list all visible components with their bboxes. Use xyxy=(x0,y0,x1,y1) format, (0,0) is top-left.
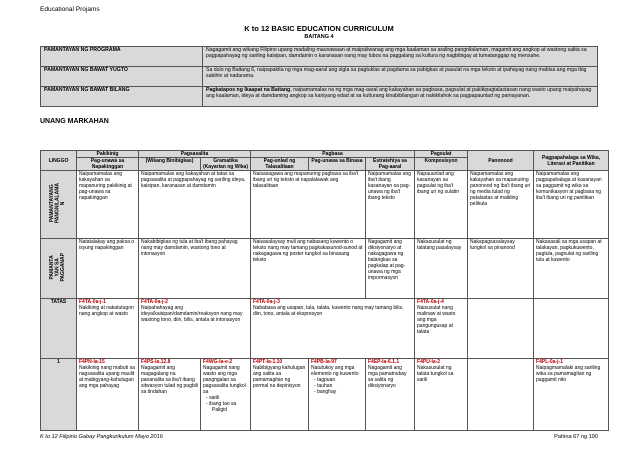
table-cell: Natatalakay ang paksa o isyung napakinggan xyxy=(77,239,139,299)
table-cell xyxy=(77,299,139,359)
competency-text: Nakasusulat ng talata tungkol sa sarili xyxy=(417,365,454,383)
competency-code: F4TA-0a-j-2 xyxy=(141,299,168,305)
competency-code: F4WG-Ia-e-2 xyxy=(203,359,233,365)
table-cell: Nakasasali sa mga usapan at talakayan, pagkukuwento, pagtula, pagsulat ng sariling tula at kuwento xyxy=(534,239,609,299)
list-item: - tauhan xyxy=(320,383,363,389)
standard-text-rest: , naipamamalas na ng mga mag-aaral ang kakayahan sa pagbasa, pagsulat at pakikipagtalastasan nang wasto upang maipahayag ang kaalaman, ideya at damdaming angkop sa kaniyang edad at sa kulturang kinabibilangan at nakikilahok sa pagpapaunlad ng pamayanan. xyxy=(206,87,592,100)
competency-code: F4TA-0a-j-1 xyxy=(79,299,106,305)
table-cell: Naipamamalas ang pagpapahalaga at kasanayan sa paggamit ng wika sa komunikasyon at pagbasa ng iba't ibang uri ng panitikan xyxy=(534,171,609,239)
table-cell: Nakasusulat ng talatang pasalaysay xyxy=(415,239,468,299)
competency-text: Naipahahayag ang ideya/kaisipan/damdamin/reaksyon nang may wastong tono, diin, bilis, antala at intonasyon xyxy=(141,305,243,323)
group-header-row xyxy=(41,151,609,158)
binasa-list xyxy=(311,377,363,395)
document-subtitle: BAITANG 4 xyxy=(304,34,334,40)
table-cell xyxy=(468,359,534,431)
competency-text: Nakikinig at nakatutugon nang angkop at wasto xyxy=(79,305,134,317)
table-cell: Naipamamalas ang kakayahan sa mapanuring panonood ng iba't ibang uri ng media tulad ng patalastas at maikling pelikula xyxy=(468,171,534,239)
competency-code: F4PS-Ia.12.8 xyxy=(141,359,171,365)
sub-estratehiya: Estratehiya sa Pag-aaral xyxy=(366,158,415,171)
header-label: Educational Projams xyxy=(40,6,100,13)
gramatika-list xyxy=(203,395,248,413)
standards-table xyxy=(40,46,598,107)
row-label-text: PAMANTA YAN SA PAGGANAP xyxy=(49,253,67,282)
standard-text: Sa dulo ng Baitang 6, naipapakita ng mga mag-aaral ang sigla sa pagtuklas at pagdama sa pabigkas at pasulat na mga teksto at ipahayag nang mabisa ang mga ibig sabihin at nadarama. xyxy=(203,67,598,87)
competency-code: F4TA-0a-j-3 xyxy=(253,299,280,305)
competency-code: F4PU-Ia-2 xyxy=(417,359,441,365)
table-cell xyxy=(139,299,251,359)
standard-label: PAMANTAYAN NG PROGRAMA xyxy=(41,47,203,67)
table-cell xyxy=(139,359,201,431)
table-cell xyxy=(251,299,415,359)
col-pagbasa: Pagbasa xyxy=(251,151,415,158)
table-row xyxy=(41,299,609,359)
table-cell xyxy=(468,299,534,359)
competency-text: Naisusulat nang malinaw at wasto ang mga pangungusap at talata xyxy=(417,305,456,335)
competency-code: F4PN-Ia-15 xyxy=(79,359,105,365)
col-pakikinig: Pakikinig xyxy=(77,151,139,158)
competency-text: Nababasa ang usapan, tula, talata, kuwento nang may tamang bilis, diin, tono, antala at ekspresyon xyxy=(253,305,404,317)
standard-text: Nagagamit ang wikang Filipino upang madaling maunawaan at maipaliwanag ang mga kaalaman sa araling pangnilalaman, magamit ang angkop at wastong salita sa pagpapahayag ng sariling kaisipan, damdamin o karanasan nang may lubos na paggalang sa kultura ng nagbibigay at tumatanggap ng mensahe. xyxy=(203,47,598,67)
list-item: - tagpuan xyxy=(320,377,363,383)
standard-row xyxy=(41,67,598,87)
standard-text xyxy=(203,87,598,107)
page-number: Pahina 67 ng 190 xyxy=(554,434,598,440)
competency-code: F4TA-0a-j-4 xyxy=(417,299,444,305)
table-cell xyxy=(366,359,415,431)
row-label xyxy=(41,239,77,299)
col-pagsasalita: Pagsasalita xyxy=(139,151,251,158)
competency-text: Natutukoy ang mga elemento ng kuwento xyxy=(311,365,359,377)
sub-komposisyon: Komposisyon xyxy=(415,158,468,171)
sub-gramatika: Gramatika (Kayarian ng Wika) xyxy=(201,158,251,171)
sub-pag-unlad-talasalitaan: Pag-unlad ng Talasalitaan xyxy=(251,158,309,171)
col-linggo: LINGGO xyxy=(41,151,77,171)
standard-text-bold: Pagkatapos ng Ikaapat na Baitang xyxy=(206,87,291,93)
list-item: - ibang tao sa Paligid xyxy=(212,401,248,413)
table-cell: Nakabibigkas ng tula at iba't ibang pahayag nang may damdamin, wastong tono at intonasyon xyxy=(139,239,251,299)
table-cell: Naisasagawa ang mapanuring pagbasa sa iba't ibang uri ng teksto at napalalawak ang talasalitaan xyxy=(251,171,366,239)
table-cell xyxy=(534,359,609,431)
competency-code: F4PB-Ia-97 xyxy=(311,359,337,365)
table-cell: Naisasalaysay muli ang nabasang kuwento o teksto nang may tamang pagkakasunod-sunod at nakagagawa ng poster tungkol sa binasang teksto xyxy=(251,239,366,299)
table-cell xyxy=(309,359,366,431)
table-row xyxy=(41,359,609,431)
document-title: K to 12 BASIC EDUCATION CURRICULUM xyxy=(244,24,394,33)
section-title: UNANG MARKAHAN xyxy=(40,118,109,125)
competency-code: F4PL-0a-j-1 xyxy=(536,359,563,365)
standard-label: PAMANTAYAN NG BAWAT YUGTO xyxy=(41,67,203,87)
row-label: TATAS xyxy=(41,299,77,359)
table-cell xyxy=(251,359,309,431)
table-cell xyxy=(534,299,609,359)
table-cell xyxy=(415,299,468,359)
table-row xyxy=(41,171,609,239)
table-cell: Naipamamalas ang kakayahan at tatas sa pagsasalita at pagpapahayag ng sariling ideya, kaisipan, karanasan at damdamin xyxy=(139,171,251,239)
row-label xyxy=(41,171,77,239)
row-label-text: PAMANTAYANG PANGNILALAMA N xyxy=(49,183,67,224)
competency-code: F4EP-Ia-6.1.1 xyxy=(368,359,400,365)
col-pagsulat: Pagsulat xyxy=(415,151,468,158)
competency-text: Nakikinig nang mabuti sa nagsasalita upang maulit at mabigyang-kahulugan ang mga pahayag xyxy=(79,365,135,389)
table-cell xyxy=(201,359,251,431)
table-cell: Napauunlad ang kasanayan sa pagsulat ng iba't ibang uri ng sulatin xyxy=(415,171,468,239)
sub-pag-unawa-binasa: Pag-unawa sa Binasa xyxy=(309,158,366,171)
table-cell: Nakapagsasalaysay tungkol sa pinanood xyxy=(468,239,534,299)
curriculum-table xyxy=(40,150,609,431)
sub-pag-unawa-napakinggan: Pag-unawa sa Napakinggan xyxy=(77,158,139,171)
competency-text: Nagagamit ang mga pamatnubay sa salita ng diksiyonaryo xyxy=(368,365,407,389)
col-pagpapahalaga: Pagpapahalaga sa Wika, Literasi at Panitikan xyxy=(534,151,609,171)
competency-code: F4PT-Ia-1.10 xyxy=(253,359,283,365)
row-label: 1 xyxy=(41,359,77,431)
table-cell xyxy=(77,359,139,431)
col-panonood: Panonood xyxy=(468,151,534,171)
table-cell xyxy=(415,359,468,431)
standard-label: PAMANTAYAN NG BAWAT BILANG xyxy=(41,87,203,107)
table-cell: Naipamamalas ang kakayahan sa mapanuring pakikinig at pag-unawa sa napakinggan xyxy=(77,171,139,239)
competency-text: Nabibigyang kahulugan ang salita sa pamamagitan ng pormal na depinisyon xyxy=(253,365,306,389)
standard-row xyxy=(41,47,598,67)
table-cell: Nagagamit ang diksiyonaryo at nakagagawa ng balangkas sa pagkalap at pag-unawa ng mga impormasyon xyxy=(366,239,415,299)
table-cell: Naipamamalas ang iba't ibang kasanayan sa pag-unawa ng iba't ibang teksto xyxy=(366,171,415,239)
list-item: - sarili xyxy=(212,395,248,401)
standard-row xyxy=(41,87,598,107)
footer-left: K to 12 Filipino Gabay Pangkurikulum Mayo 2016 xyxy=(40,434,163,440)
table-row xyxy=(41,239,609,299)
competency-text: Nagagamit ang magagalang na pananalita sa iba't ibang sitwasyon tulad ng pagbili sa tindahan xyxy=(141,365,198,395)
competency-text: Naipagmamalaki ang sariling wika sa pamamagitan ng paggamit nito xyxy=(536,365,601,383)
competency-text: Nagagamit nang wasto ang mga pangngalan sa pagsasalita tungkol sa xyxy=(203,365,246,395)
sub-wikang-binibigkas: (Wikang Binibigkas) xyxy=(139,158,201,171)
list-item: - banghay xyxy=(320,389,363,395)
